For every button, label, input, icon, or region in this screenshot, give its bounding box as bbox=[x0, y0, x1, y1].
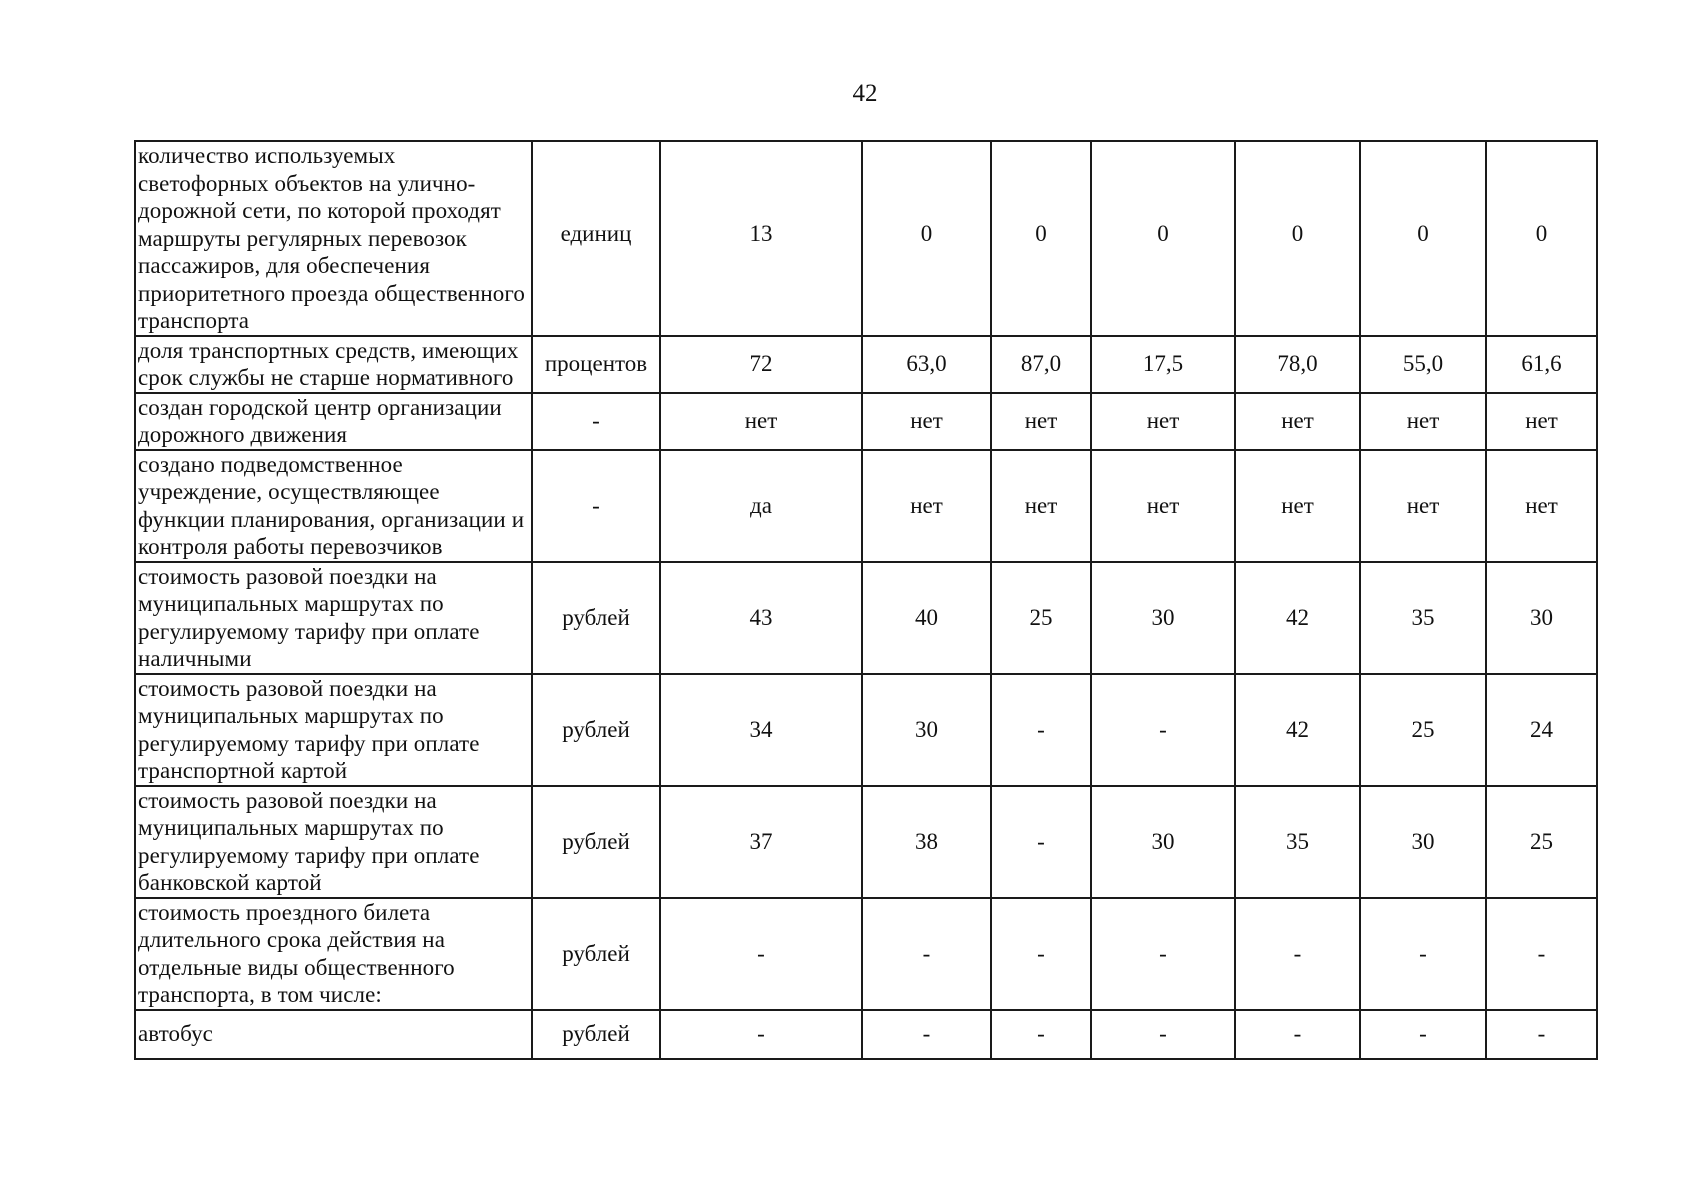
value-cell: - bbox=[991, 1010, 1091, 1059]
table-row bbox=[135, 141, 1597, 336]
value-cell: 0 bbox=[991, 141, 1091, 336]
table-row bbox=[135, 674, 1597, 786]
value-cell: 17,5 bbox=[1091, 336, 1235, 393]
value-cell: 30 bbox=[1091, 786, 1235, 898]
value-cell: - bbox=[660, 1010, 862, 1059]
unit-cell: рублей bbox=[532, 674, 660, 786]
indicator-cell: стоимость разовой поездки на муниципальных маршрутах по регулируемому тарифу при оплате транспортной картой bbox=[135, 674, 532, 786]
indicator-cell: стоимость разовой поездки на муниципальных маршрутах по регулируемому тарифу при оплате банковской картой bbox=[135, 786, 532, 898]
value-cell: 38 bbox=[862, 786, 991, 898]
value-cell: 0 bbox=[1091, 141, 1235, 336]
value-cell: 35 bbox=[1235, 786, 1360, 898]
value-cell: нет bbox=[991, 393, 1091, 450]
value-cell: 87,0 bbox=[991, 336, 1091, 393]
value-cell: 35 bbox=[1360, 562, 1486, 674]
value-cell: 30 bbox=[1091, 562, 1235, 674]
value-cell: 78,0 bbox=[1235, 336, 1360, 393]
value-cell: 40 bbox=[862, 562, 991, 674]
value-cell: да bbox=[660, 450, 862, 562]
unit-cell: рублей bbox=[532, 1010, 660, 1059]
indicator-cell: стоимость разовой поездки на муниципальных маршрутах по регулируемому тарифу при оплате наличными bbox=[135, 562, 532, 674]
value-cell: 25 bbox=[1360, 674, 1486, 786]
value-cell: 13 bbox=[660, 141, 862, 336]
value-cell: нет bbox=[1091, 393, 1235, 450]
value-cell: 0 bbox=[862, 141, 991, 336]
table-row bbox=[135, 898, 1597, 1010]
value-cell: - bbox=[1486, 1010, 1597, 1059]
value-cell: 34 bbox=[660, 674, 862, 786]
indicator-cell: доля транспортных средств, имеющих срок службы не старше нормативного bbox=[135, 336, 532, 393]
value-cell: нет bbox=[1235, 393, 1360, 450]
value-cell: - bbox=[862, 1010, 991, 1059]
value-cell: 25 bbox=[1486, 786, 1597, 898]
value-cell: 61,6 bbox=[1486, 336, 1597, 393]
unit-cell: рублей bbox=[532, 898, 660, 1010]
value-cell: - bbox=[1091, 674, 1235, 786]
value-cell: 30 bbox=[862, 674, 991, 786]
value-cell: - bbox=[991, 898, 1091, 1010]
value-cell: - bbox=[1091, 898, 1235, 1010]
value-cell: нет bbox=[1486, 393, 1597, 450]
table-row bbox=[135, 1010, 1597, 1059]
unit-cell: единиц bbox=[532, 141, 660, 336]
table-row bbox=[135, 562, 1597, 674]
unit-cell: рублей bbox=[532, 562, 660, 674]
value-cell: нет bbox=[1360, 450, 1486, 562]
table-row bbox=[135, 786, 1597, 898]
value-cell: 37 bbox=[660, 786, 862, 898]
value-cell: нет bbox=[1360, 393, 1486, 450]
value-cell: нет bbox=[1235, 450, 1360, 562]
value-cell: 30 bbox=[1486, 562, 1597, 674]
indicator-cell: стоимость проездного билета длительного срока действия на отдельные виды общественного транспорта, в том числе: bbox=[135, 898, 532, 1010]
value-cell: 24 bbox=[1486, 674, 1597, 786]
value-cell: - bbox=[991, 674, 1091, 786]
value-cell: - bbox=[1235, 1010, 1360, 1059]
value-cell: 0 bbox=[1360, 141, 1486, 336]
value-cell: 25 bbox=[991, 562, 1091, 674]
value-cell: 43 bbox=[660, 562, 862, 674]
indicator-cell: количество используемых светофорных объектов на улично-дорожной сети, по которой проходят маршруты регулярных перевозок пассажиров, для обеспечения приоритетного проезда общественного транспорта bbox=[135, 141, 532, 336]
value-cell: нет bbox=[1486, 450, 1597, 562]
table-row bbox=[135, 393, 1597, 450]
value-cell: 42 bbox=[1235, 674, 1360, 786]
value-cell: 72 bbox=[660, 336, 862, 393]
value-cell: нет bbox=[862, 450, 991, 562]
page-number: 42 bbox=[852, 80, 878, 107]
value-cell: - bbox=[1091, 1010, 1235, 1059]
value-cell: - bbox=[1235, 898, 1360, 1010]
value-cell: 63,0 bbox=[862, 336, 991, 393]
table-row bbox=[135, 450, 1597, 562]
value-cell: нет bbox=[660, 393, 862, 450]
value-cell: 0 bbox=[1486, 141, 1597, 336]
indicators-table bbox=[134, 140, 1598, 1060]
value-cell: - bbox=[660, 898, 862, 1010]
indicator-cell: автобус bbox=[135, 1010, 532, 1059]
value-cell: - bbox=[1360, 1010, 1486, 1059]
value-cell: 55,0 bbox=[1360, 336, 1486, 393]
value-cell: нет bbox=[991, 450, 1091, 562]
unit-cell: рублей bbox=[532, 786, 660, 898]
value-cell: 30 bbox=[1360, 786, 1486, 898]
value-cell: нет bbox=[1091, 450, 1235, 562]
unit-cell: - bbox=[532, 450, 660, 562]
table-row bbox=[135, 336, 1597, 393]
value-cell: - bbox=[991, 786, 1091, 898]
indicator-cell: создано подведомственное учреждение, осуществляющее функции планирования, организации и контроля работы перевозчиков bbox=[135, 450, 532, 562]
value-cell: 42 bbox=[1235, 562, 1360, 674]
value-cell: - bbox=[1360, 898, 1486, 1010]
unit-cell: процентов bbox=[532, 336, 660, 393]
value-cell: - bbox=[1486, 898, 1597, 1010]
value-cell: - bbox=[862, 898, 991, 1010]
value-cell: нет bbox=[862, 393, 991, 450]
unit-cell: - bbox=[532, 393, 660, 450]
value-cell: 0 bbox=[1235, 141, 1360, 336]
indicator-cell: создан городской центр организации дорожного движения bbox=[135, 393, 532, 450]
